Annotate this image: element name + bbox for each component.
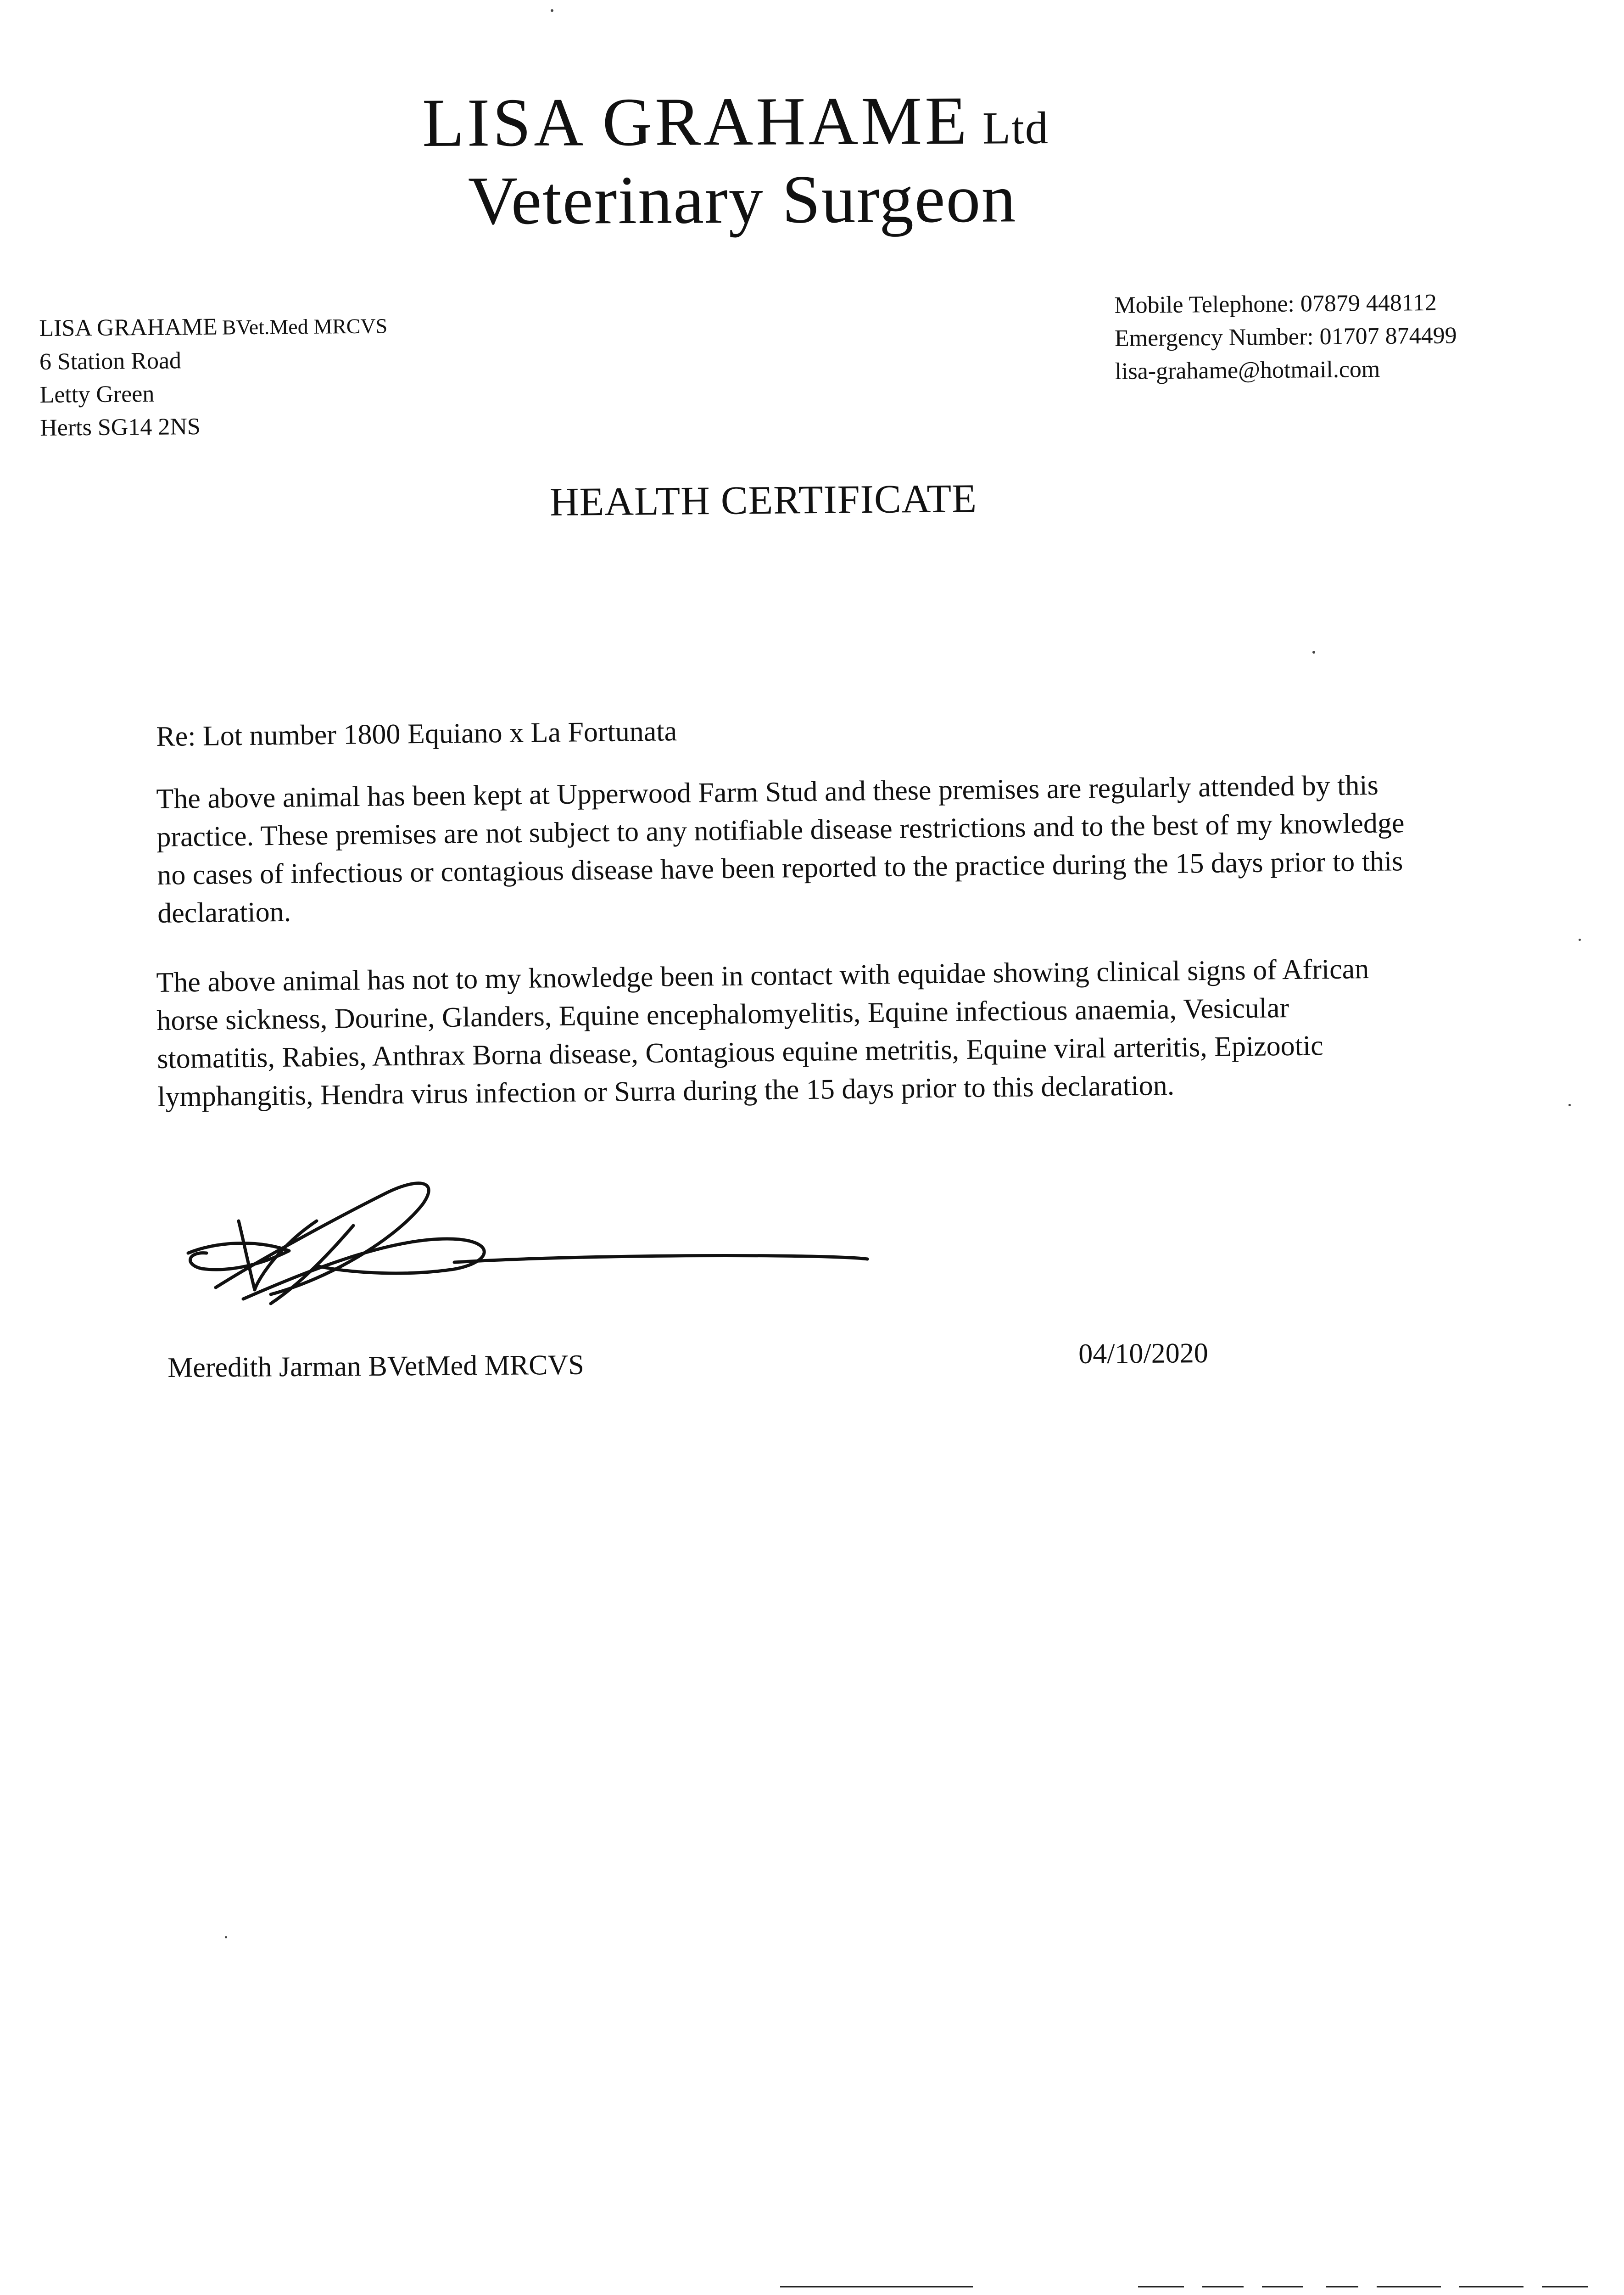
handwritten-signature bbox=[179, 1166, 876, 1317]
document-heading: HEALTH CERTIFICATE bbox=[549, 476, 977, 525]
address-village: Letty Green bbox=[39, 381, 155, 408]
letterhead-name bbox=[422, 82, 1049, 161]
address-qualifications: BVet.Med MRCVS bbox=[222, 314, 388, 339]
scan-speck bbox=[1312, 651, 1315, 654]
contact-mobile: Mobile Telephone: 07879 448112 bbox=[1114, 289, 1437, 319]
contact-email: lisa-grahame@hotmail.com bbox=[1115, 356, 1380, 385]
address-street: 6 Station Road bbox=[39, 347, 182, 375]
address-name: LISA GRAHAME bbox=[39, 313, 218, 341]
scan-speck bbox=[1579, 939, 1581, 941]
declaration-date: 04/10/2020 bbox=[1078, 1338, 1208, 1370]
letterhead-suffix: Ltd bbox=[982, 102, 1049, 154]
scan-edge-dashes bbox=[780, 2286, 1624, 2288]
scan-speck bbox=[1568, 1104, 1571, 1106]
contact-emergency: Emergency Number: 01707 874499 bbox=[1114, 322, 1457, 352]
signatory-name: Meredith Jarman BVetMed MRCVS bbox=[167, 1349, 585, 1383]
letterhead-title: Veterinary Surgeon bbox=[468, 160, 1017, 239]
letterhead-name-text: LISA GRAHAME bbox=[422, 82, 970, 161]
declaration-paragraph-contact: The above animal has not to my knowledge been in contact with equidae showing clinical signs of African horse sickness, Dourine, Glanders, Equine encephalomyelitis, Equine infectious anaemia, Vesicular stomatitis, Rabies, Anthrax Borna disease, Contagious equine metritis, Equine viral arteritis, Epizootic lymphangitis, Hendra virus infection or Surra during the 15 days prior to this declaration. bbox=[156, 953, 1369, 1113]
declaration-paragraph-premises: The above animal has been kept at Upperwood Farm Stud and these premises are regularly attended by this practice. These premises are not subject to any notifiable disease restrictions and to the best of my knowledge no cases of infectious or contagious disease have been reported to the practice during the 15 days prior to this declaration. bbox=[156, 769, 1405, 929]
address-block bbox=[39, 309, 388, 445]
reference-line: Re: Lot number 1800 Equiano x La Fortunata bbox=[156, 716, 677, 752]
scan-speck bbox=[551, 9, 553, 12]
scan-speck bbox=[225, 1936, 227, 1938]
contact-block bbox=[1114, 286, 1457, 388]
address-county-postcode: Herts SG14 2NS bbox=[39, 413, 201, 441]
address-name-line bbox=[39, 309, 388, 346]
